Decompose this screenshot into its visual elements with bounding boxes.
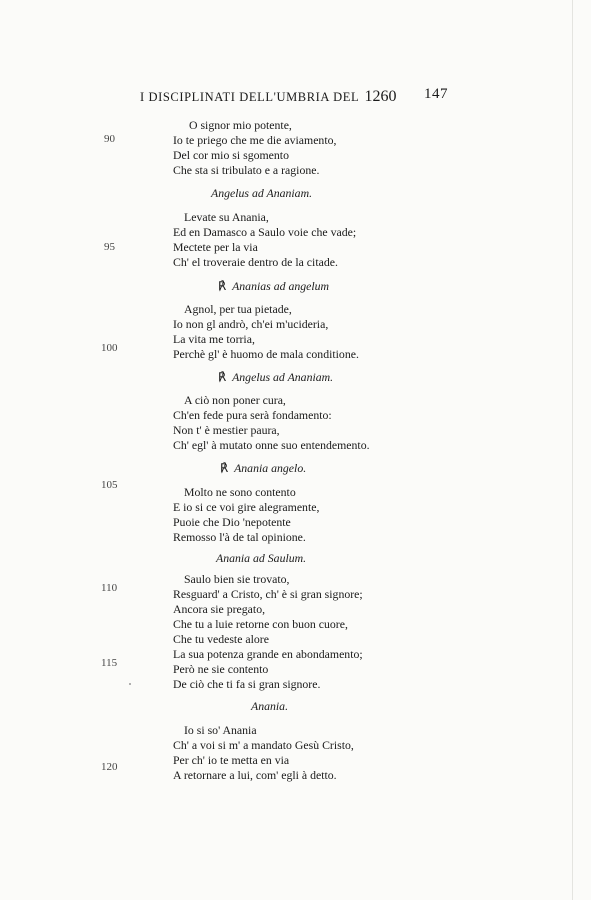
verse-line: La sua potenza grande en abondamento; bbox=[173, 647, 363, 661]
verse-line: Perchè gl' è huomo de mala conditione. bbox=[173, 347, 359, 361]
verse-line: Molto ne sono contento bbox=[184, 485, 296, 499]
line-number: 100 bbox=[101, 342, 118, 354]
header-year: 1260 bbox=[364, 88, 397, 105]
verse-line: Io si so' Anania bbox=[184, 723, 257, 737]
verse-line: Puoie che Dio 'nepotente bbox=[173, 515, 291, 529]
line-number: 110 bbox=[101, 582, 118, 594]
verse-line: E io si ce voi gire alegramente, bbox=[173, 500, 320, 514]
verse-line: Che sta si tribulato e a ragione. bbox=[173, 163, 320, 177]
speaker-heading: ℟ Ananias ad angelum bbox=[218, 279, 330, 293]
verse-line: Saulo bien sie trovato, bbox=[184, 572, 290, 586]
verse-line: Agnol, per tua pietade, bbox=[184, 302, 292, 316]
verse-line: Ed en Damasco a Saulo voie che vade; bbox=[173, 225, 357, 239]
response-mark: ℟ bbox=[220, 461, 229, 475]
verse-line: Ch' egl' à mutato onne suo entendemento. bbox=[173, 438, 370, 452]
verse-line: O signor mio potente, bbox=[189, 118, 292, 132]
ink-speck bbox=[129, 683, 131, 685]
verse-line: Ancora sie pregato, bbox=[173, 602, 266, 616]
verse-line: Che tu a luie retorne con buon cuore, bbox=[173, 617, 348, 631]
page-edge bbox=[572, 0, 573, 900]
page-number: 147 bbox=[424, 86, 448, 102]
verse-line: A retornare a lui, com' egli à detto. bbox=[173, 768, 337, 782]
line-number: 90 bbox=[104, 133, 115, 145]
line-number: 95 bbox=[104, 241, 115, 253]
speaker-heading: ℟ Anania angelo. bbox=[220, 461, 307, 475]
speaker-heading: Anania. bbox=[251, 699, 289, 713]
running-header bbox=[140, 86, 460, 108]
verse-line: La vita me torria, bbox=[173, 332, 255, 346]
verse-line: Io te priego che me die aviamento, bbox=[173, 133, 337, 147]
verse-line: Ch'en fede pura serà fondamento: bbox=[173, 408, 332, 422]
verse-line: Non t' è mestier paura, bbox=[173, 423, 280, 437]
verse-line: Che tu vedeste alore bbox=[173, 632, 269, 646]
line-number: 120 bbox=[101, 761, 118, 773]
verse-line: Remosso l'à de tal opinione. bbox=[173, 530, 306, 544]
response-mark: ℟ bbox=[218, 279, 227, 293]
verse-line: Però ne sie contento bbox=[173, 662, 269, 676]
verse-line: Ch' a voi si m' a mandato Gesù Cristo, bbox=[173, 738, 354, 752]
verse-line: De ciò che ti fa si gran signore. bbox=[173, 677, 321, 691]
response-mark: ℟ bbox=[218, 370, 227, 384]
verse-line: Resguard' a Cristo, ch' è si gran signore; bbox=[173, 587, 363, 601]
speaker-heading: ℟ Angelus ad Ananiam. bbox=[218, 370, 334, 384]
speaker-heading: Anania ad Saulum. bbox=[216, 551, 307, 565]
speaker-heading: Angelus ad Ananiam. bbox=[211, 186, 313, 200]
verse-line: Del cor mio si sgomento bbox=[173, 148, 289, 162]
verse-line: Levate su Anania, bbox=[184, 210, 269, 224]
running-title: I DISCIPLINATI DELL'UMBRIA DEL 1260 bbox=[140, 88, 397, 105]
verse-line: Mectete per la via bbox=[173, 240, 258, 254]
verse-line: Ch' el troveraie dentro de la citade. bbox=[173, 255, 338, 269]
verse-line: A ciò non poner cura, bbox=[184, 393, 286, 407]
verse-line: Per ch' io te metta en via bbox=[173, 753, 290, 767]
verse-line: Io non gl andrò, ch'ei m'ucideria, bbox=[173, 317, 329, 331]
line-number: 115 bbox=[101, 657, 118, 669]
line-number: 105 bbox=[101, 479, 118, 491]
